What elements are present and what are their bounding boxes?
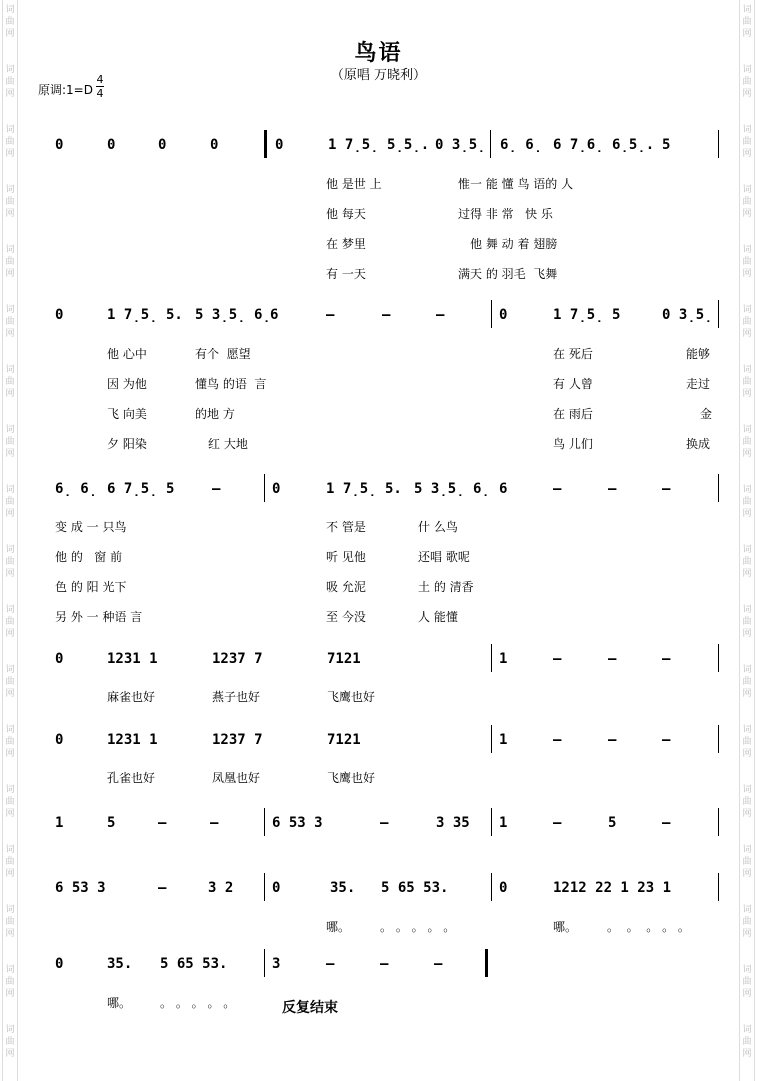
lyric-text: 吸 允泥 [326,580,366,594]
watermark-text: 词 曲 网 [5,5,15,39]
note-group: – [553,732,562,748]
watermark-text: 词 曲 网 [5,245,15,279]
bar-line [264,808,265,836]
watermark-text: 词 曲 网 [5,665,15,699]
note-group: 5 65 53. [160,956,228,972]
note-group: 1231 1 [107,651,158,667]
note-group: 0 3̣5̣ [435,137,486,153]
note-group: 1 [499,732,508,748]
watermark-text: 词 曲 网 [742,245,752,279]
note-group: 0 [55,732,64,748]
note-group: 5 [107,815,116,831]
note-group: – [662,481,671,497]
lyric-text: 有 一天 [326,267,366,281]
note-group: 0 [272,880,281,896]
note-group: 5 65 53. [381,880,449,896]
watermark-text: 词 曲 网 [742,905,752,939]
lyric-text: 凤凰也好 [212,771,261,785]
lyric-text: 过得 非 常 快 乐 [458,207,553,221]
watermark-text: 词 曲 网 [5,965,15,999]
watermark-text: 词 曲 网 [5,425,15,459]
bar-line [718,808,719,836]
bar-line [718,474,719,502]
note-group: 1 7̣5̣ 5. [326,481,402,497]
lyric-text: 红 大地 [208,437,248,451]
watermark-text: 词 曲 网 [5,485,15,519]
note-group: – [380,956,389,972]
note-group: 35. [330,880,356,896]
lyric-text: 惟一 能 懂 鸟 语的 人 [458,177,574,191]
watermark-text: 词 曲 网 [5,185,15,219]
bar-line [718,644,719,672]
watermark-text: 词 曲 网 [742,125,752,159]
note-group: – [608,481,617,497]
time-signature [96,74,104,99]
lyric-text: 至 今没 [326,610,366,624]
bar-line [490,130,491,158]
note-group: – [662,651,671,667]
note-group: 1 7̣5̣ 5̣5̣. [328,137,430,153]
note-group: 1237 7 [212,651,263,667]
note-group: 35. [107,956,133,972]
note-group: 5 [662,137,671,153]
lyric-text: 麻雀也好 [107,690,156,704]
song-subtitle: （原唱 万晓利） [330,68,427,83]
note-group: – [553,815,562,831]
lyric-text: 他 的 窗 前 [55,550,123,564]
watermark-text: 词 曲 网 [5,65,15,99]
note-group: 3 35 [436,815,470,831]
lyric-text: 他 舞 动 着 翅膀 [470,237,558,251]
lyric-text: 。 。 。 。 。 [380,920,456,934]
note-group: – [662,732,671,748]
lyric-text: 在 雨后 [553,407,593,421]
lyric-text: 变 成 一 只鸟 [55,520,127,534]
note-group: 0 [499,307,508,323]
bar-line [718,873,719,901]
note-group: – [212,481,221,497]
watermark-text: 词 曲 网 [742,425,752,459]
bar-line [491,300,492,328]
note-group: 7121 [327,651,361,667]
lyric-text: 他 是世 上 [326,177,382,191]
watermark-strip-left [2,0,18,1081]
note-group: 1231 1 [107,732,158,748]
lyric-text: 人 能懂 [418,610,458,624]
note-group: – [434,956,443,972]
note-group: 6 [270,307,279,323]
note-group: – [553,481,562,497]
note-group: 5 [608,815,617,831]
watermark-text: 词 曲 网 [742,545,752,579]
note-group: 6 7̣6̣ 6̣5̣. [553,137,655,153]
note-group: 6 53 3 [272,815,323,831]
watermark-text: 词 曲 网 [742,365,752,399]
note-group: 7121 [327,732,361,748]
note-group: 1 [499,815,508,831]
bar-line [491,644,492,672]
lyric-text: 的地 方 [195,407,235,421]
bar-line [264,949,265,977]
bar-line [718,300,719,328]
note-group: 1 [55,815,64,831]
lyric-text: 哪。 [107,996,132,1010]
watermark-text: 词 曲 网 [742,725,752,759]
end-repeat-text: 反复结束 [282,1000,338,1016]
watermark-text: 词 曲 网 [742,965,752,999]
lyric-text: 哪。 [326,920,351,934]
lyric-text: 。 。 。 。 。 [607,920,690,934]
note-group: 0 3̣5̣ [662,307,713,323]
note-group: – [662,815,671,831]
note-group: – [553,651,562,667]
watermark-text: 词 曲 网 [5,845,15,879]
note-group: – [608,732,617,748]
lyric-text: 燕子也好 [212,690,261,704]
note-group: 3 [272,956,281,972]
lyric-text: 走过 [686,377,711,391]
lyric-text: 哪。 [553,920,578,934]
lyric-text: 换成 [686,437,711,451]
time-sig-bottom: 4 [96,87,104,100]
note-group: 1212 22 1 23 1 [553,880,672,896]
note-group: 1 [499,651,508,667]
watermark-text: 词 曲 网 [5,305,15,339]
watermark-text: 词 曲 网 [5,785,15,819]
lyric-text: 鸟 儿们 [553,437,593,451]
note-group: – [382,307,391,323]
watermark-text: 词 曲 网 [742,845,752,879]
watermark-text: 词 曲 网 [5,365,15,399]
note-group: – [326,956,335,972]
note-group: 1237 7 [212,732,263,748]
bar-line [718,725,719,753]
watermark-text: 词 曲 网 [5,125,15,159]
watermark-text: 词 曲 网 [742,485,752,519]
bar-line [485,949,488,977]
lyric-text: 另 外 一 种语 言 [55,610,143,624]
note-group: 0 [55,307,64,323]
watermark-text: 词 曲 网 [742,5,752,39]
note-group: – [158,815,167,831]
watermark-text: 词 曲 网 [5,905,15,939]
note-group: 0 [55,651,64,667]
lyric-text: 。 。 。 。 。 [160,996,236,1010]
note-group: – [158,880,167,896]
lyric-text: 满天 的 羽毛 飞舞 [458,267,558,281]
note-group: 0 [55,137,64,153]
lyric-text: 懂鸟 的语 言 [195,377,267,391]
key-signature: 原调:1=D [38,83,93,97]
lyric-text: 土 的 清香 [418,580,474,594]
watermark-text: 词 曲 网 [742,785,752,819]
watermark-text: 词 曲 网 [5,725,15,759]
lyric-text: 听 见他 [326,550,366,564]
note-group: 0 [55,956,64,972]
watermark-strip-right [739,0,755,1081]
lyric-text: 夕 阳染 [107,437,147,451]
time-sig-top: 4 [96,73,104,86]
lyric-text: 还唱 歌呢 [418,550,470,564]
note-group: 6̣ 6̣ [500,137,543,153]
note-group: – [436,307,445,323]
note-group: 5 3̣5̣ 6̣ [414,481,490,497]
watermark-text: 词 曲 网 [5,545,15,579]
lyric-text: 在 梦里 [326,237,366,251]
song-title: 鸟语 [354,41,403,66]
bar-line [264,873,265,901]
note-group: 5 3̣5̣ 6̣ [195,307,271,323]
note-group: – [210,815,219,831]
note-group: 1 7̣5̣ 5. [107,307,183,323]
lyric-text: 孔雀也好 [107,771,156,785]
bar-line [718,130,719,158]
lyric-text: 他 心中 [107,347,147,361]
lyric-text: 有 人曾 [553,377,593,391]
lyric-text: 飞鹰也好 [327,690,376,704]
note-group: 0 [107,137,116,153]
note-group: 0 [210,137,219,153]
lyric-text: 飞鹰也好 [327,771,376,785]
lyric-text: 在 死后 [553,347,593,361]
watermark-text: 词 曲 网 [5,605,15,639]
note-group: 1 7̣5̣ 5 [553,307,621,323]
lyric-text: 因 为他 [107,377,147,391]
note-group: – [380,815,389,831]
bar-line [491,808,492,836]
lyric-text: 色 的 阳 光下 [55,580,127,594]
watermark-text: 词 曲 网 [5,1025,15,1059]
watermark-text: 词 曲 网 [742,605,752,639]
lyric-text: 什 么鸟 [418,520,458,534]
note-group: 0 [275,137,284,153]
lyric-text: 飞 向美 [107,407,147,421]
bar-line [264,474,265,502]
note-group: 0 [272,481,281,497]
lyric-text: 他 每天 [326,207,366,221]
bar-line [264,130,267,158]
note-group: 6 7̣5̣ 5 [107,481,175,497]
note-group: 3 2 [208,880,234,896]
watermark-text: 词 曲 网 [742,65,752,99]
note-group: 6̣ 6̣ [55,481,98,497]
lyric-text: 金 [700,407,713,421]
watermark-text: 词 曲 网 [742,305,752,339]
note-group: – [608,651,617,667]
watermark-text: 词 曲 网 [742,1025,752,1059]
lyric-text: 能够 [686,347,711,361]
note-group: 6 [499,481,508,497]
watermark-text: 词 曲 网 [742,185,752,219]
note-group: – [326,307,335,323]
watermark-text: 词 曲 网 [742,665,752,699]
note-group: 6 53 3 [55,880,106,896]
bar-line [491,725,492,753]
lyric-text: 有个 愿望 [195,347,251,361]
note-group: 0 [499,880,508,896]
bar-line [491,873,492,901]
lyric-text: 不 管是 [326,520,366,534]
note-group: 0 [158,137,167,153]
